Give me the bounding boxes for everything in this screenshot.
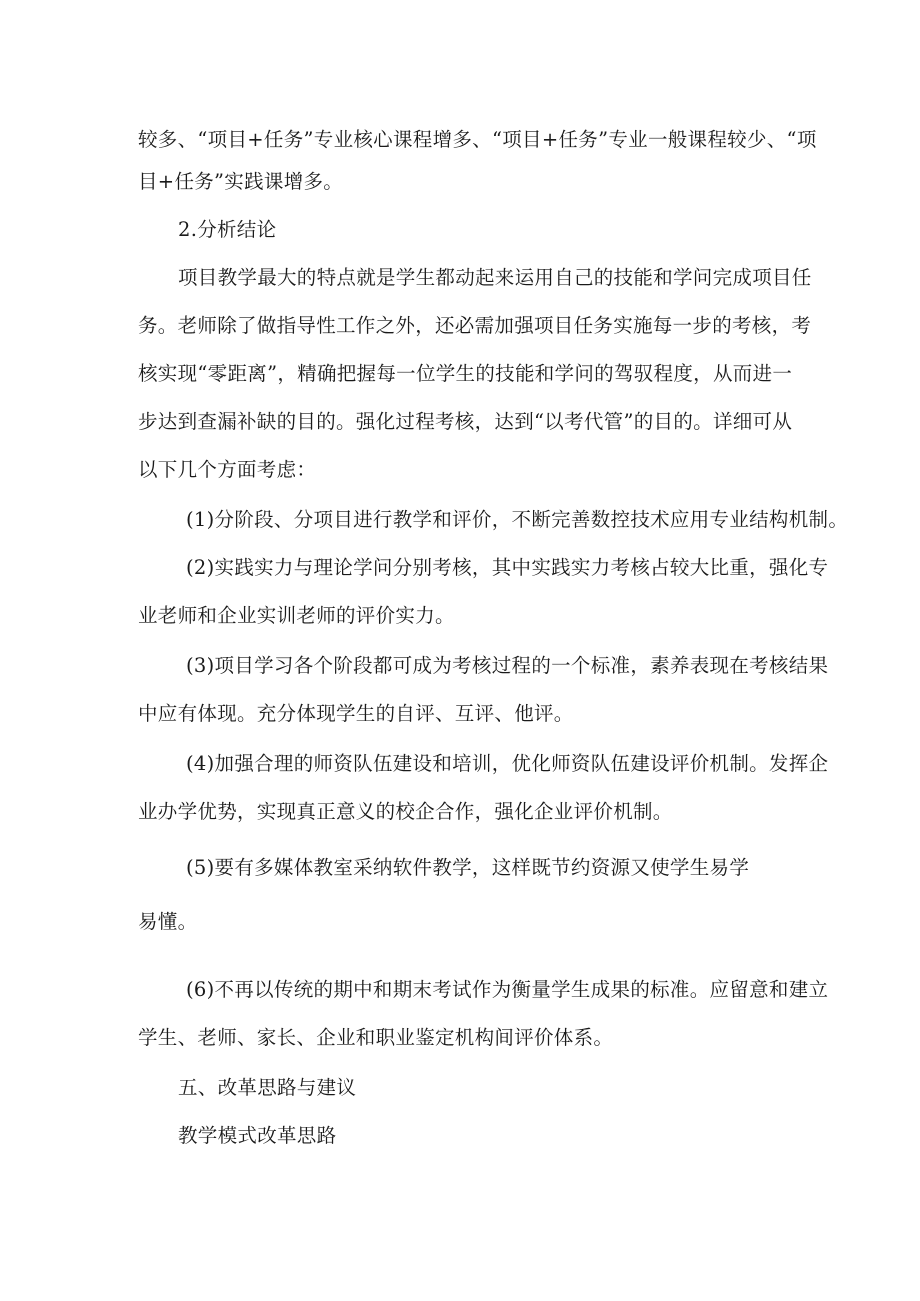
text-line: 业办学优势，实现真正意义的校企合作，强化企业评价机制。 bbox=[138, 800, 673, 823]
list-item: (3)项目学习各个阶段都可成为考核过程的一个标准，素养表现在考核结果 bbox=[186, 654, 829, 677]
list-item: (4)加强合理的师资队伍建设和培训，优化师资队伍建设评价机制。发挥企 bbox=[186, 752, 829, 775]
text-line: 目+任务”实践课增多。 bbox=[138, 170, 344, 193]
list-item: (1)分阶段、分项目进行教学和评价，不断完善数控技术应用专业结构机制。 bbox=[186, 508, 849, 531]
text-line: 中应有体现。充分体现学生的自评、互评、他评。 bbox=[138, 702, 574, 725]
section-heading: 五、改革思路与建议 bbox=[178, 1076, 357, 1099]
text-line: 务。老师除了做指导性工作之外，还必需加强项目任务实施每一步的考核，考 bbox=[138, 314, 812, 337]
text-line: 易懂。 bbox=[138, 910, 198, 933]
subsection-heading: 教学模式改革思路 bbox=[178, 1124, 337, 1147]
list-item: (6)不再以传统的期中和期末考试作为衡量学生成果的标准。应留意和建立 bbox=[186, 978, 829, 1001]
text-line: 步达到查漏补缺的目的。强化过程考核，达到“以考代管”的目的。详细可从 bbox=[138, 410, 793, 433]
list-item: (2)实践实力与理论学问分别考核，其中实践实力考核占较大比重，强化专 bbox=[186, 556, 829, 579]
text-line: 学生、老师、家长、企业和职业鉴定机构间评价体系。 bbox=[138, 1026, 614, 1049]
section-heading: 2.分析结论 bbox=[178, 218, 277, 241]
text-line: 较多、“项目+任务”专业核心课程增多、“项目+任务”专业一般课程较少、“项 bbox=[138, 128, 817, 151]
list-item: (5)要有多媒体教室采纳软件教学，这样既节约资源又使学生易学 bbox=[186, 856, 750, 879]
text-line: 项目教学最大的特点就是学生都动起来运用自己的技能和学问完成项目任 bbox=[178, 266, 812, 289]
text-line: 以下几个方面考虑： bbox=[138, 458, 317, 481]
text-line: 核实现“零距离”，精确把握每一位学生的技能和学问的驾驭程度，从而进一 bbox=[138, 362, 793, 385]
text-line: 业老师和企业实训老师的评价实力。 bbox=[138, 604, 455, 627]
